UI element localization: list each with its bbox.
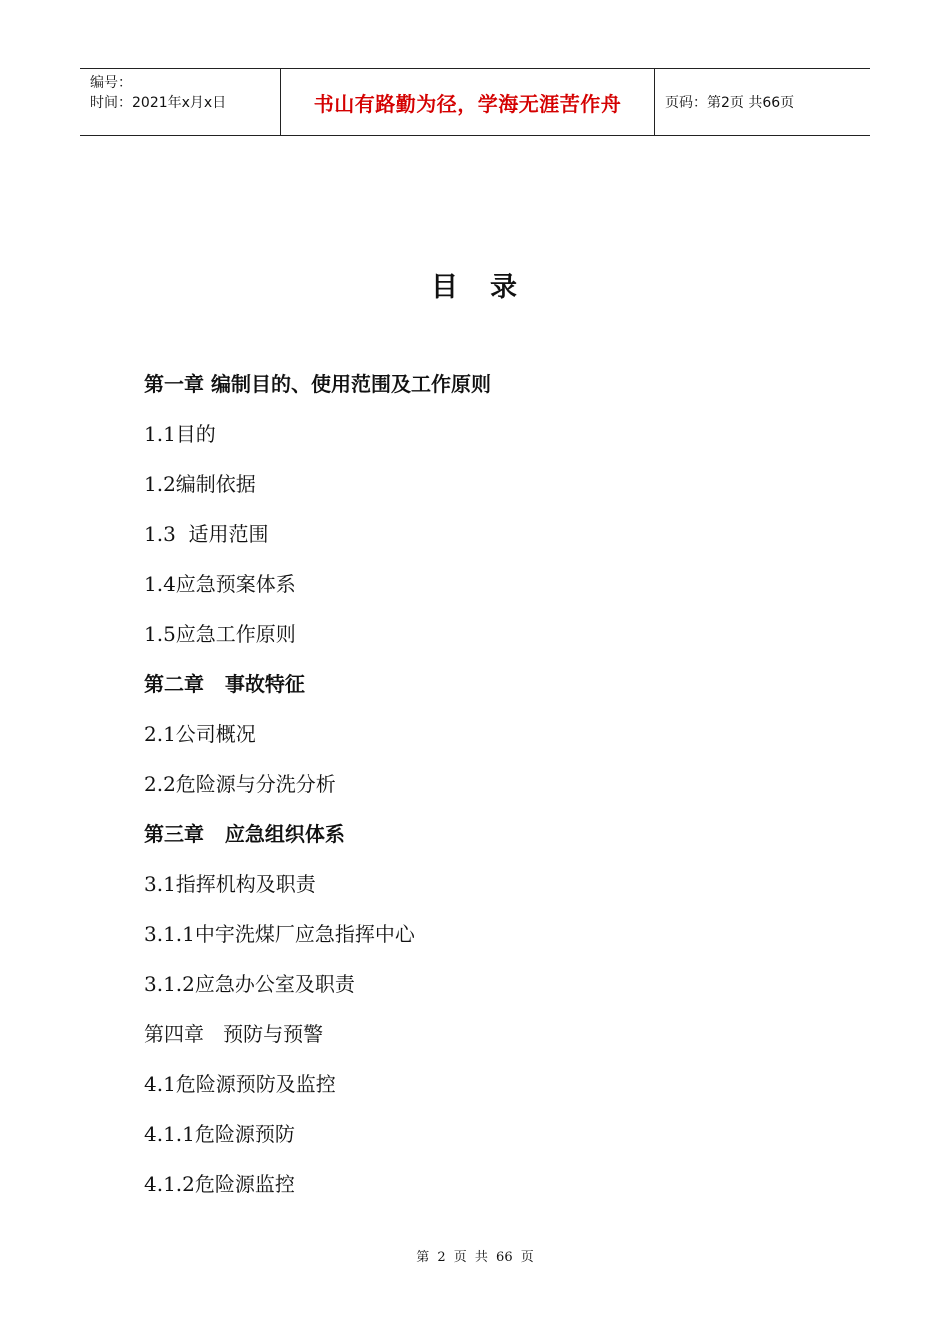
page-title (0, 265, 950, 304)
toc-entry[interactable]: 2.2危险源与分洗分析 (144, 772, 336, 796)
header-page-cell (655, 69, 870, 135)
toc-entry[interactable]: 3.1.1中宇洗煤厂应急指挥中心 (144, 922, 415, 946)
toc-entry[interactable]: 第一章 编制目的、使用范围及工作原则 (144, 372, 491, 396)
toc-entry[interactable]: 1.2编制依据 (144, 472, 256, 496)
header-motto: 书山有路勤为径，学海无涯苦作舟 (313, 91, 622, 116)
toc-entry[interactable]: 1.1目的 (144, 422, 216, 446)
page-footer: 第 2 页 共 66 页 (416, 1250, 534, 1265)
title-char-right: 录 (490, 272, 519, 303)
toc-entry[interactable]: 3.1.2应急办公室及职责 (144, 972, 355, 996)
title-char-left: 目 (431, 272, 460, 303)
toc-entry[interactable]: 2.1公司概况 (144, 722, 256, 746)
document-time-label: 时间：2021年x月x日 (90, 95, 227, 111)
table-of-contents (144, 366, 844, 1216)
document-number-label: 编号： (90, 75, 132, 91)
header-page-info: 页码：第2页 共66页 (665, 95, 795, 111)
header-meta-cell (80, 69, 281, 135)
toc-entry[interactable]: 4.1.2危险源监控 (144, 1172, 295, 1196)
toc-entry[interactable]: 1.4应急预案体系 (144, 572, 296, 596)
toc-entry[interactable]: 第四章 预防与预警 (144, 1022, 324, 1046)
toc-entry[interactable]: 1.5应急工作原则 (144, 622, 296, 646)
toc-entry[interactable]: 4.1危险源预防及监控 (144, 1072, 336, 1096)
toc-entry[interactable]: 3.1指挥机构及职责 (144, 872, 316, 896)
toc-entry[interactable]: 4.1.1危险源预防 (144, 1122, 295, 1146)
toc-entry[interactable]: 1.3 适用范围 (144, 522, 269, 546)
toc-entry[interactable]: 第三章 应急组织体系 (144, 822, 345, 846)
header-motto-cell (281, 69, 655, 135)
page-header (80, 68, 870, 136)
toc-entry[interactable]: 第二章 事故特征 (144, 672, 305, 696)
